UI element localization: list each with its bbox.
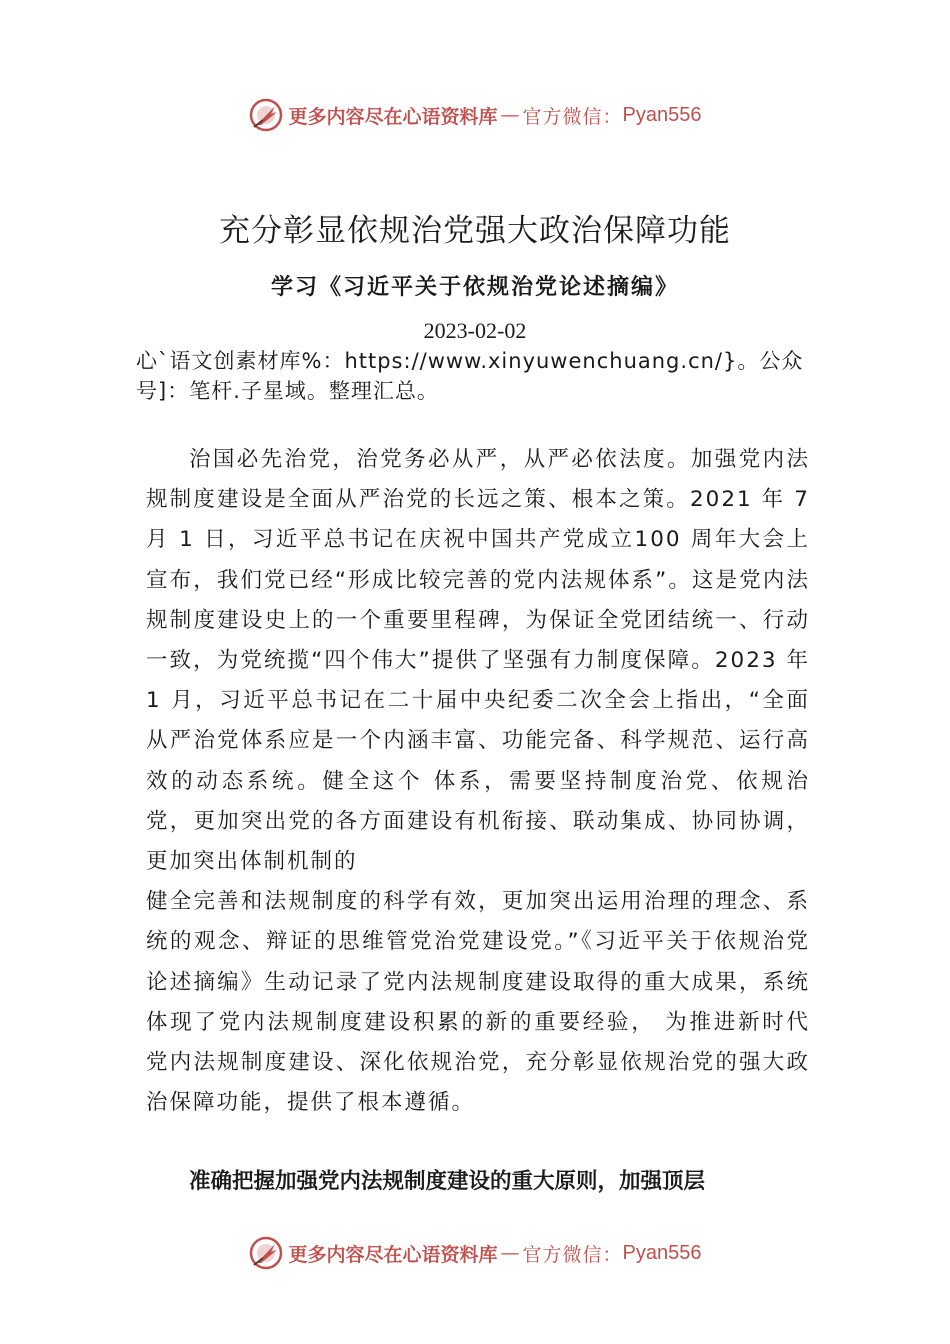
document-title: 充分彰显依规治党强大政治保障功能 [219, 213, 731, 249]
banner-separator: — [500, 1242, 520, 1264]
paragraph-1: 治国必先治党，治党务必从严，从严必依法度。加强党内法规制度建设是全面从严治党的长远之策、根本之策。2021 年 7 月 1 日，习近平总书记在庆祝中国共产党成立100 周年大会上宣布，我们党已经“形成比较完善的党内法规体系”。这是党内法规制度建设史上的一个重要里程碑，为保证全党团结统一、行动一致，为党统揽“四个伟大”提供了坚强有力制度保障。2023 年 1 月，习近平总书记在二十届中央纪委二次全会上指出，“全面从严治党体系应是一个内涵丰富、功能完备、科学规范、运行高效的动态系统。健全这个 体系，需要坚持制度治党、依规治党，更加突出党的各方面建设有机衔接、联动集成、协同协调，更加突出体制机制的 [146, 447, 810, 875]
document-date: 2023-02-02 [423, 318, 527, 343]
paragraph-2: 健全完善和法规制度的科学有效，更加突出运用治理的理念、系统的观念、辩证的思维管党治党建设党。”《习近平关于依规治党论述摘编》生动记录了党内法规制度建设取得的重大成果，系统体现了党内法规制度建设积累的新的重要经验， 为推进新时代党内法规制度建设、深化依规治党，充分彰显依规治党的强大政治保障功能，提供了根本遵循。 [146, 889, 810, 1116]
source-note: 心`语文创素材库%：https://www.xinyuwenchuang.cn/}。公众号]：笔杆.子星域。整理汇总。 [136, 349, 804, 403]
banner-slogan: 更多内容尽在心语资料库 [288, 105, 498, 128]
banner-wechat-id: Pyan556 [622, 103, 702, 126]
quill-logo-icon [249, 1236, 283, 1270]
banner-wechat-label: 官方微信： [522, 105, 623, 128]
article-body [146, 440, 810, 1123]
banner-wechat-id: Pyan556 [622, 1241, 702, 1264]
banner-wechat-label: 官方微信： [522, 1243, 623, 1266]
quill-logo-icon [249, 98, 283, 132]
section-heading: 准确把握加强党内法规制度建设的重大原则，加强顶层 [189, 1169, 706, 1194]
header-banner [0, 95, 950, 135]
banner-slogan: 更多内容尽在心语资料库 [288, 1243, 498, 1266]
document-subtitle: 学习《习近平关于依规治党论述摘编》 [270, 275, 679, 300]
footer-banner [0, 1233, 950, 1273]
banner-separator: — [500, 104, 520, 126]
